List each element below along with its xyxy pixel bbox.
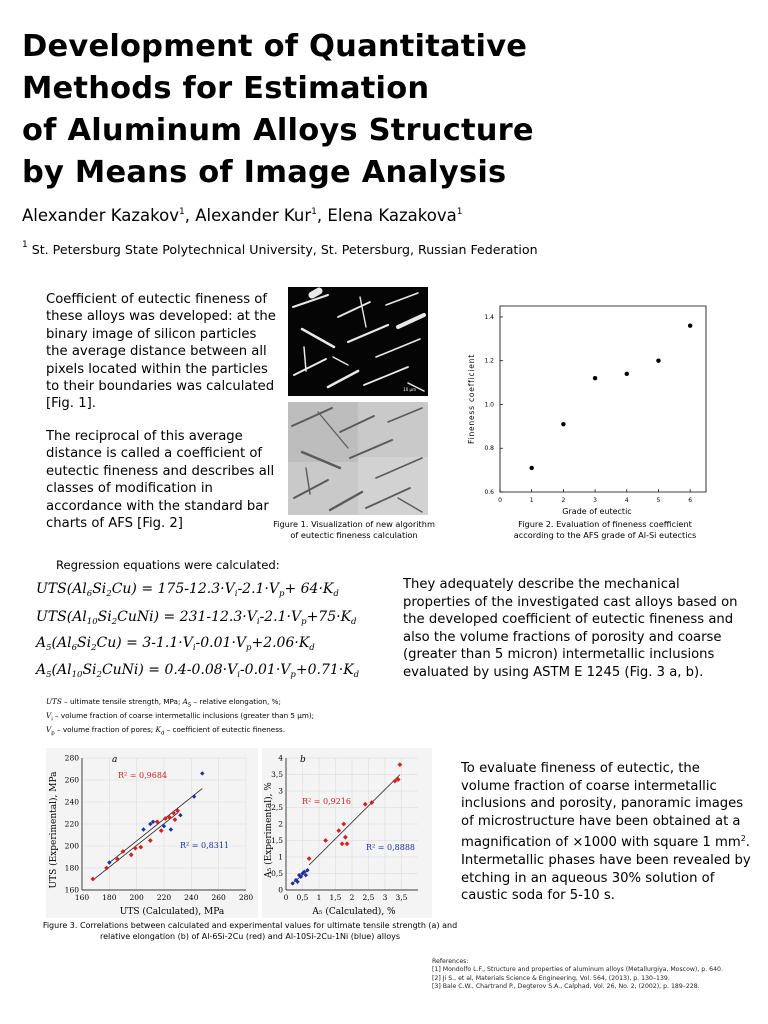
author-sep: , xyxy=(316,206,328,225)
r2-blue-a: R² = 0,8311 xyxy=(180,841,230,850)
y-tick-label: 2,5 xyxy=(271,803,283,812)
paragraph-mechanical-properties: They adequately describe the mechanical properties of the investigated cast alloys based on the developed coefficient of eutectic fineness and also the volume fractions of porosity and coarse (greater than 5 micron) intermetallic inclusions evaluated by using ASTM E 1245 (Fig. 3 a, b). xyxy=(403,577,738,680)
y-tick-label: 2 xyxy=(278,819,283,829)
y-tick-label: 1.4 xyxy=(484,313,494,321)
panel-label-b: b xyxy=(300,755,306,765)
x-tick-label: 2,5 xyxy=(362,893,375,902)
reference-item: [2] Ji S., et al, Materials Science & Engineering, Vol. 564, (2013), p. 130–139. xyxy=(432,974,670,982)
x-tick-label: 0,5 xyxy=(296,893,309,902)
figure2-caption: Figure 2. Evaluation of fineness coefficient according to the AFS grade of Al-Si eutectics xyxy=(513,519,697,540)
x-tick-label: 160 xyxy=(74,893,90,902)
x-tick-label: 1 xyxy=(529,497,534,504)
symbol-sub: 5 xyxy=(187,702,192,709)
author-affil-sup: 1 xyxy=(178,207,185,217)
references xyxy=(432,958,752,992)
legend-line xyxy=(46,725,356,739)
y-tick-label: 160 xyxy=(64,885,79,895)
x-tick-label: 3 xyxy=(382,893,388,902)
regression-title: Regression equations were calculated: xyxy=(56,558,280,572)
equation-legend xyxy=(46,697,356,739)
reference-item: [1] Mondolfo L.F., Structure and properties of aluminum alloys (Metallurgiya, Moscow), p. 640. xyxy=(432,966,723,974)
affil-sup: 1 xyxy=(22,240,28,250)
x-tick-label: 200 xyxy=(129,893,144,902)
data-point xyxy=(561,422,565,426)
x-tick-label: 3,5 xyxy=(395,893,408,902)
y-tick-label: 3,5 xyxy=(271,770,283,779)
legend-text: – ultimate tensile strength, MPa; xyxy=(64,697,183,706)
affil-text: St. Petersburg State Polytechnical University, St. Petersburg, Russian Federation xyxy=(27,242,538,257)
paragraph-evaluation-method xyxy=(461,760,751,905)
x-tick-label: 5 xyxy=(656,497,661,504)
x-tick-label: 1,5 xyxy=(329,893,342,902)
uts-correlation-chart xyxy=(46,748,258,918)
y-tick-label: 1 xyxy=(278,852,283,862)
legend-text: – coefficient of eutectic fineness. xyxy=(164,724,285,734)
fineness-chart xyxy=(462,298,712,518)
author-name: Elena Kazakova xyxy=(327,206,457,225)
data-point xyxy=(625,372,629,376)
equation-uts-al6si2cu: $UTS(Al_6Si_2Cu) = 175-12.3\cdot V_i-2.1\cdot V_p+ 64\cdot K_d$ xyxy=(36,581,339,599)
y-tick-label: 240 xyxy=(64,797,79,807)
elongation-correlation-chart xyxy=(262,748,432,918)
x-tick-label: 0 xyxy=(283,893,289,902)
equation-uts-al10si2cuni: $UTS(Al_{10}Si_2CuNi) = 231-12.3\cdot V_i-2.1\cdot V_p+75\cdot K_d$ xyxy=(36,609,357,627)
title-line: Methods for Estimation xyxy=(22,71,430,106)
author-affil-sup: 1 xyxy=(311,207,317,217)
fineness-chart-points xyxy=(529,323,692,470)
y-tick-label: 0 xyxy=(278,885,283,895)
legend-text: – relative elongation, %; xyxy=(191,697,281,706)
x-tick-label: 4 xyxy=(624,497,629,504)
y-tick-label: 200 xyxy=(64,841,79,851)
affiliation xyxy=(22,240,538,257)
x-tick-label: 280 xyxy=(238,893,254,902)
y-tick-label: 260 xyxy=(64,775,79,785)
symbol-a5: A xyxy=(182,697,188,706)
binary-micrograph xyxy=(288,287,428,396)
data-point xyxy=(688,323,692,327)
x-tick-label: 260 xyxy=(211,893,226,902)
paragraph-reciprocal: The reciprocal of this average distance is called a coefficient of eutectic fineness and describes all classes of modification in accordance with the standard bar charts of AFS [Fig. 2] xyxy=(46,429,275,532)
y-tick-label: 1.0 xyxy=(484,401,494,409)
panel-label-a: a xyxy=(112,755,118,765)
x-tick-label: 1 xyxy=(316,893,322,902)
superscript: 2 xyxy=(740,834,746,844)
poster-title xyxy=(22,26,582,194)
reference-item: [3] Bale C.W., Chartrand P., Degterov S.A., Calphad, Vol. 26, No. 2, (2002), p. 189–228. xyxy=(432,983,700,991)
y-axis-label: Fineness coefficient xyxy=(467,354,476,444)
x-tick-label: 3 xyxy=(593,497,597,504)
y-tick-label: 0.8 xyxy=(484,445,494,453)
symbol-uts: UTS xyxy=(46,697,62,706)
y-tick-label: 0,5 xyxy=(271,869,283,878)
legend-line xyxy=(46,697,356,711)
x-tick-label: 240 xyxy=(184,893,199,902)
references-heading: References: xyxy=(432,958,469,965)
x-tick-label: 180 xyxy=(102,893,117,902)
figure1-caption: Figure 1. Visualization of new algorithm of eutectic fineness calculation xyxy=(273,519,435,540)
r2-red-a: R² = 0,9684 xyxy=(118,771,168,780)
r2-blue-b: R² = 0,8888 xyxy=(366,843,416,852)
data-point xyxy=(656,359,660,363)
y-tick-label: 1.2 xyxy=(484,357,494,365)
x-tick-label: 220 xyxy=(156,893,172,902)
x-axis-label: UTS (Calculated), MPa xyxy=(119,907,225,917)
legend-text: – volume fraction of pores; xyxy=(54,724,156,734)
r2-red-b: R² = 0,9216 xyxy=(302,797,352,806)
y-tick-label: 0.6 xyxy=(484,489,494,496)
x-axis-label: Grade of eutectic xyxy=(562,507,632,516)
y-tick-label: 180 xyxy=(64,863,79,873)
legend-line xyxy=(46,711,356,725)
title-line: of Aluminum Alloys Structure xyxy=(22,113,534,148)
x-tick-label: 6 xyxy=(688,497,693,504)
equation-a5-al10si2cuni: $A_5(Al_{10}Si_2CuNi) = 0.4-0.08\cdot V_i-0.01\cdot V_p+0.71\cdot K_d$ xyxy=(36,662,360,680)
x-tick-label: 2 xyxy=(349,893,355,902)
symbol-sub: d xyxy=(160,730,165,737)
symbol-vi: V xyxy=(46,710,52,720)
author-name: Alexander Kazakov xyxy=(22,206,179,225)
symbol-vp: V xyxy=(46,724,52,734)
equation-a5-al6si2cu: $A_5(Al_6Si_2Cu) = 3-1.1\cdot V_i-0.01\cdot V_p+2.06\cdot K_d$ xyxy=(36,635,315,653)
optical-micrograph xyxy=(288,402,428,515)
y-tick-label: 4 xyxy=(278,753,283,763)
symbol-sub: p xyxy=(51,730,55,737)
x-tick-label: 2 xyxy=(561,497,566,504)
data-point xyxy=(593,376,597,380)
author-affil-sup: 1 xyxy=(456,207,463,217)
y-tick-label: 280 xyxy=(64,753,79,763)
plot-frame xyxy=(500,306,706,492)
scale-bar-label: 10 µm xyxy=(403,387,416,392)
author-name: Alexander Kur xyxy=(195,206,312,225)
paragraph-text: . Intermetallic phases have been revealed by etching in an aqueous 30% solution of caustic soda for 5-10 s. xyxy=(461,835,751,904)
symbol-kd: K xyxy=(155,724,161,734)
title-line: by Means of Image Analysis xyxy=(22,155,507,190)
figure3-caption: Figure 3. Correlations between calculated and experimental values for ultimate tensile strength (a) and relative elongation (b) of Al-6Si-2Cu (red) and Al-10Si-2Cu-1Ni (blue) alloys xyxy=(42,921,458,941)
title-line: Development of Quantitative xyxy=(22,29,528,64)
authors xyxy=(22,206,462,225)
paragraph-text: To evaluate fineness of eutectic, the volume fraction of coarse intermetallic inclusions and porosity, panoramic images of microstructure have been obtained at a magnification of ×1000 with square 1 mm xyxy=(461,761,744,851)
y-tick-label: 220 xyxy=(64,819,79,829)
legend-text: – volume fraction of coarse intermetallic inclusions (greater than 5 μm); xyxy=(52,710,315,720)
fineness-chart-ticks xyxy=(484,314,692,504)
author-sep: , xyxy=(184,206,196,225)
y-axis-label: A₅ (Experimental), % xyxy=(264,782,274,878)
y-tick-label: 3 xyxy=(278,786,283,796)
y-axis-label: UTS (Experimental), MPa xyxy=(49,771,59,889)
x-tick-label: 0 xyxy=(498,497,502,504)
paragraph-fineness: Coefficient of eutectic fineness of these alloys was developed: at the binary image of silicon particles the average distance between all pixels located within the particles to their boundaries was calculated [Fig. 1]. xyxy=(46,292,276,412)
fineness-chart-axes xyxy=(500,306,706,492)
data-point xyxy=(529,466,533,470)
x-axis-label: A₅ (Calculated), % xyxy=(312,907,396,917)
symbol-sub: i xyxy=(51,716,53,723)
y-tick-label: 1,5 xyxy=(271,836,283,845)
